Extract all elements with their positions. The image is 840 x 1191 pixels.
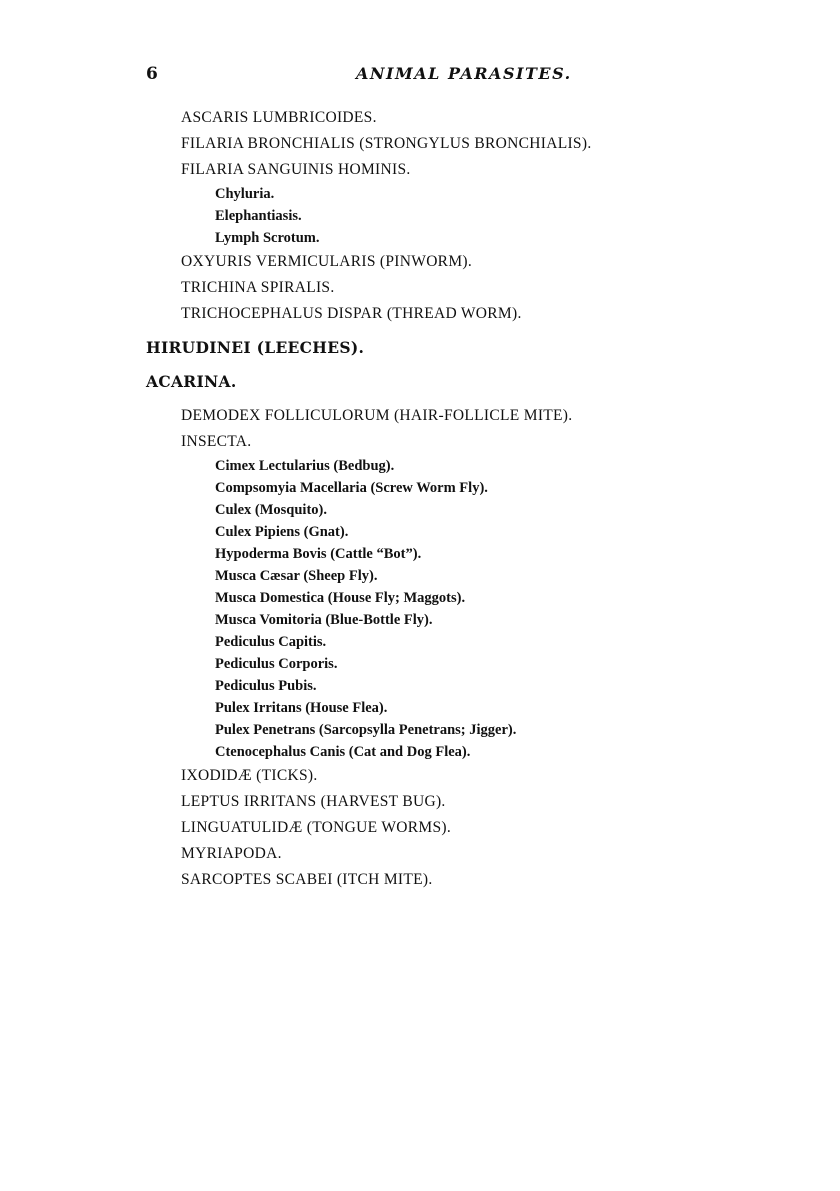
list-subentry: Musca Cæsar (Sheep Fly). — [215, 568, 378, 584]
list-subentry: Ctenocephalus Canis (Cat and Dog Flea). — [215, 744, 471, 760]
section-heading: HIRUDINEI (LEECHES). — [146, 338, 365, 357]
list-entry: SARCOPTES SCABEI (ITCH MITE). — [181, 871, 433, 888]
list-subentry: Musca Vomitoria (Blue-Bottle Fly). — [215, 612, 433, 628]
list-entry: ASCARIS LUMBRICOIDES. — [181, 109, 377, 126]
list-subentry: Chyluria. — [215, 186, 275, 202]
list-entry: LINGUATULIDÆ (TONGUE WORMS). — [181, 819, 452, 836]
list-entry: FILARIA BRONCHIALIS (STRONGYLUS BRONCHIALIS). — [181, 135, 592, 152]
list-subentry: Pediculus Corporis. — [215, 656, 338, 672]
list-subentry: Pulex Penetrans (Sarcopsylla Penetrans; Jigger). — [215, 722, 517, 738]
list-entry: IXODIDÆ (TICKS). — [181, 767, 318, 784]
list-entry: TRICHINA SPIRALIS. — [181, 279, 335, 296]
parasite-list — [0, 105, 840, 893]
list-subentry: Culex Pipiens (Gnat). — [215, 524, 349, 540]
list-subentry: Compsomyia Macellaria (Screw Worm Fly). — [215, 480, 488, 496]
list-entry: FILARIA SANGUINIS HOMINIS. — [181, 161, 411, 178]
list-entry: MYRIAPODA. — [181, 845, 282, 862]
running-head: ANIMAL PARASITES. — [356, 64, 572, 83]
list-subentry: Pediculus Pubis. — [215, 678, 317, 694]
list-subentry: Hypoderma Bovis (Cattle “Bot”). — [215, 546, 422, 562]
list-subentry: Pulex Irritans (House Flea). — [215, 700, 388, 716]
list-entry: TRICHOCEPHALUS DISPAR (THREAD WORM). — [181, 305, 522, 322]
page-header — [146, 64, 706, 88]
list-entry: DEMODEX FOLLICULORUM (HAIR-FOLLICLE MITE). — [181, 407, 573, 424]
list-entry: LEPTUS IRRITANS (HARVEST BUG). — [181, 793, 446, 810]
list-subentry: Cimex Lectularius (Bedbug). — [215, 458, 395, 474]
list-subentry: Culex (Mosquito). — [215, 502, 327, 518]
list-subentry: Pediculus Capitis. — [215, 634, 327, 650]
page-number: 6 — [146, 64, 158, 84]
list-entry: INSECTA. — [181, 433, 252, 450]
section-heading: ACARINA. — [146, 372, 237, 391]
list-subentry: Elephantiasis. — [215, 208, 302, 224]
list-entry: OXYURIS VERMICULARIS (PINWORM). — [181, 253, 473, 270]
list-subentry: Musca Domestica (House Fly; Maggots). — [215, 590, 466, 606]
list-subentry: Lymph Scrotum. — [215, 230, 320, 246]
